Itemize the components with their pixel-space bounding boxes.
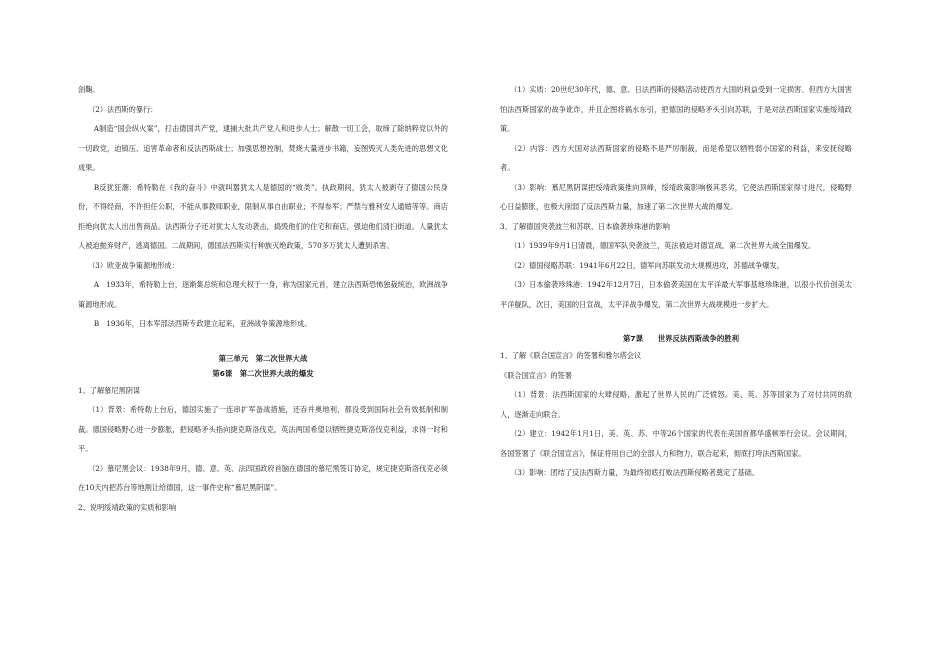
paragraph: （3）影响：团结了反法西斯力量，为最终彻底打败法西斯侵略者奠定了基础。 — [510, 468, 760, 477]
paragraph: （2）法西斯的暴行： — [88, 104, 158, 114]
paragraph: （2）慕尼黑会议：1938年9月，德、意、英、法四国政府首脑在德国的慕尼黑签订协定，规定捷克斯洛伐克必须在10天内把苏台等地割让给德国，这一事件史称“慕尼黑阴谋”。 — [78, 463, 448, 492]
paragraph: B反犹狂潮：希特勒在《我的奋斗》中就叫嚣犹太人是德国的“败类”。执政期间，犹太人被剥夺了德国公民身份，不得经商，不许担任公职，不能从事教师职业，限制从事自由职业；不得参军；严禁与雅利安人通婚等等。商店拒绝向犹太人出出售商品。法西斯分子还对犹太人发动袭击，捣毁他们的住宅和商店，强迫他们清扫街道。人量犹太人被迫抛弃财产，逃离德国。二战期间，德国法西斯实行种族灭绝政策，570多万犹太人遭到杀害。 — [78, 182, 448, 250]
unit-title: 第三单元 第二次世界大战 — [218, 353, 308, 363]
paragraph: A制造“国会纵火案”，打击德国共产党，逮捕大批共产党人和进步人士；解散一切工会，取缔了除纳粹党以外的一切政党，迫镇压、追害革命者和反法西斯战士；加强思想控制，焚烧大量进步书籍，妄图毁灭人类先进的思想文化成果。 — [78, 124, 448, 172]
section-heading: 1、了解《联合国宣言》的签署和雅尔塔会议 — [500, 351, 642, 360]
lesson-title: 第7课 世界反法西斯战争的胜利 — [622, 334, 739, 343]
lesson-title: 第6课 第二次世界大战的爆发 — [212, 368, 314, 378]
section-heading: 3、了解德国突袭波兰和苏联、日本偷袭珍珠港的影响 — [500, 221, 670, 231]
paragraph: （3）日本偷袭珍珠港：1942年12月7日，日本偷袭美国在太平洋最大军事基地珍珠港，以很小代价创美太平洋舰队，次日，美国的日宣战，太平洋战争爆发，第二次世界大战规模进一步扩大。 — [500, 280, 852, 309]
paragraph: （1）背景：希特勒上台后，德国实施了一连串扩军备战措施，还吞并奥地利，都没受到国际社会有效抵制和制裁。德国侵略野心进一步膨胀，把侵略矛头指向捷克斯洛伐克，英法两国希望以牺牲捷克斯洛伐克利益，求得一时和平。 — [78, 405, 448, 453]
paragraph: （1）背景：法西斯国家的大肆侵略，激起了世界人民的广泛愤怒。美、英、苏等国家为了对付共同的敌人，逐渐走向联合。 — [500, 390, 852, 419]
paragraph: B 1936年，日本军部法西斯专政建立起来，亚洲战争策源地形成。 — [93, 319, 312, 328]
right-column — [500, 80, 852, 483]
paragraph: （1）实质：20世纪30年代，德、意、日法西斯的侵略活动使西方大国的利益受到一定损害。但西方大国害怕法西斯国家的战争讹诈，并且企图将祸水东引，把德国的侵略矛头引向苏联，于是对法西斯国家实施绥靖政策。 — [500, 85, 852, 133]
section-heading: 2、说明绥靖政策的实质和影响 — [78, 502, 177, 512]
section-heading: 1、了解慕尼黑阴谋 — [78, 385, 141, 395]
left-column — [78, 80, 448, 517]
paragraph: （2）内容：西方大国对法西斯国家的侵略不是严厉制裁，而是希望以牺牲弱小国家的利益，来安抚侵略者。 — [500, 143, 852, 172]
paragraph: （2）建立：1942年1月1日，美、英、苏、中等26个国家的代表在美国首都华盛顿举行会议。会议期间，各国签署了《联合国宣言》，保证将用自己的全部人力和物力，联合起来，彻底打垮法西斯国家。 — [500, 429, 852, 458]
paragraph: （2）德国侵略苏联：1941年6月22日，德军向苏联发动大规模进攻，苏德战争爆发。 — [510, 260, 784, 270]
subsection-heading: 《联合国宣言》的签署 — [500, 370, 572, 380]
paragraph: 刽鞠。 — [78, 85, 100, 94]
paragraph: A 1933年，希特勒上台，逐渐集总统和总理大权于一身，称为国家元首，建立法西斯恐怖独裁统治，欧洲战争策源地形成。 — [78, 280, 448, 309]
paragraph: （3）欧亚战争策源地形成： — [88, 260, 179, 270]
paragraph: （1）1939年9月1日清晨，德国军队突袭波兰，英法被迫对德宣战，第二次世界大战全面爆发。 — [510, 241, 816, 250]
paragraph: （3）影响：慕尼黑阴谋把绥靖政策推向顶峰，绥靖政策影响极其恶劣，它使法西斯国家得寸进尺，侵略野心日益膨胀，也极大削弱了反法西斯力量，加速了第二次世界大战的爆发。 — [500, 182, 852, 211]
